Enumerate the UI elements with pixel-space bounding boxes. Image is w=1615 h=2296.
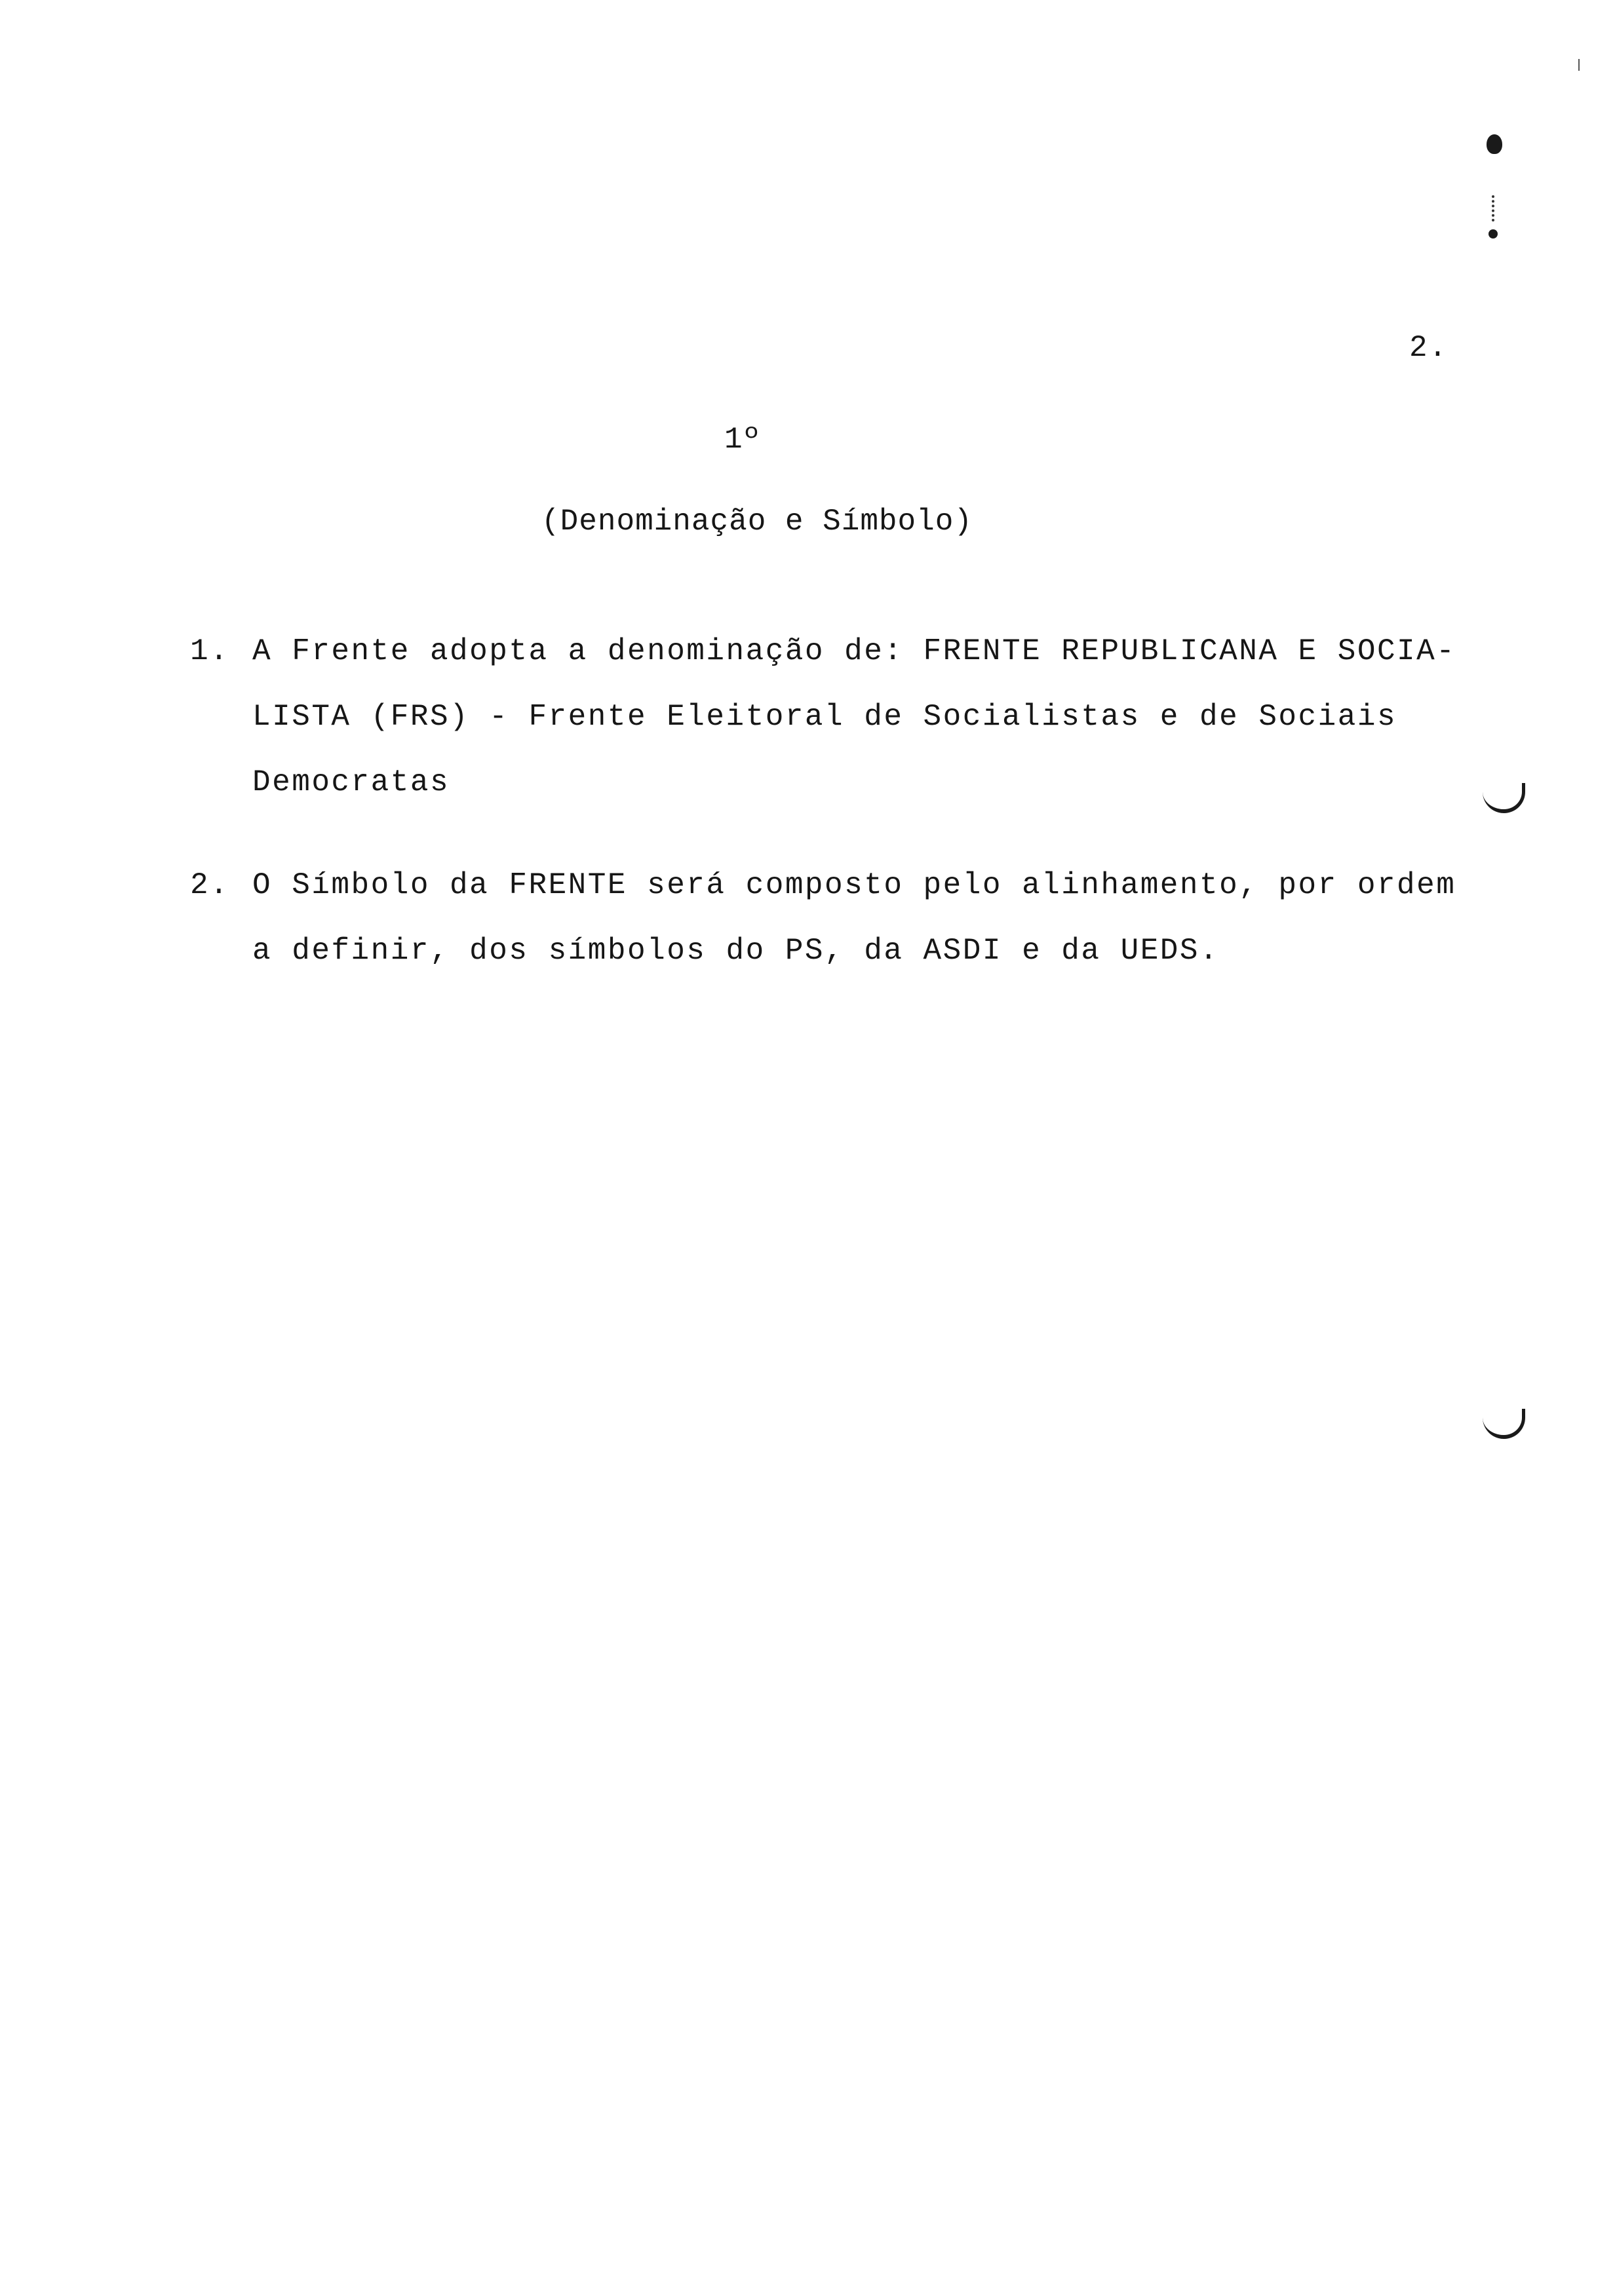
- clause-1: [190, 634, 1501, 831]
- clause-line: LISTA (FRS) - Frente Eleitoral de Socialistas e de Sociais: [252, 700, 1397, 734]
- clause-line: A Frente adopta a denominação de: FRENTE REPUBLICANA E SOCIA-: [252, 634, 1456, 668]
- punch-hole-mark: [1487, 134, 1502, 154]
- handwritten-check-mark: [1483, 1409, 1525, 1439]
- article-title: (Denominação e Símbolo): [541, 505, 973, 539]
- article-number: 1º: [724, 423, 761, 457]
- clause-line: O Símbolo da FRENTE será composto pelo alinhamento, por ordem: [252, 868, 1456, 902]
- dotted-margin-mark: [1492, 195, 1497, 221]
- clause-line: a definir, dos símbolos do PS, da ASDI e da UEDS.: [252, 934, 1220, 968]
- clause-2: [190, 868, 1501, 999]
- clause-line: Democratas: [252, 765, 450, 799]
- margin-tick-mark: [1578, 59, 1580, 71]
- punch-hole-mark-small: [1489, 229, 1498, 239]
- clause-number: 1.: [190, 634, 230, 668]
- clause-number: 2.: [190, 868, 230, 902]
- page-number: 2.: [1409, 331, 1449, 365]
